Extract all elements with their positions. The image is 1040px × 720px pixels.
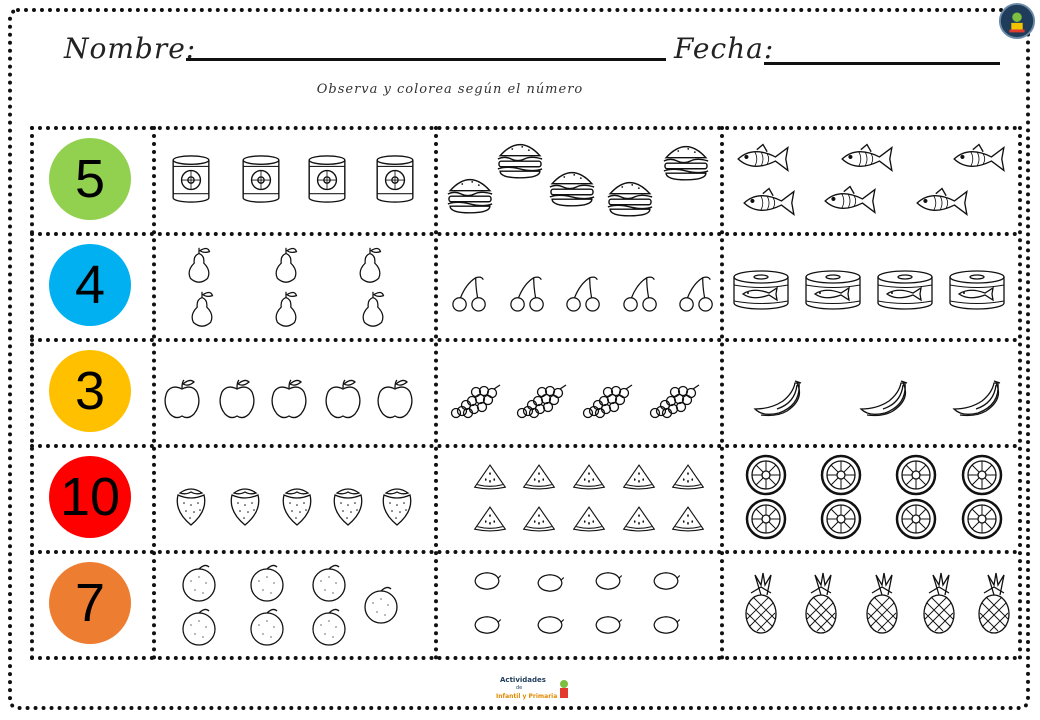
svg-text:Infantil y Primaria: Infantil y Primaria <box>496 693 558 700</box>
lemon-icon[interactable] <box>535 614 565 636</box>
kiwi-icon[interactable] <box>744 497 788 541</box>
kiwi-icon[interactable] <box>894 453 938 497</box>
exercise-cell[interactable] <box>726 448 1014 546</box>
grapes-icon[interactable] <box>448 383 504 419</box>
pear-icon[interactable] <box>184 244 214 286</box>
pineapple-can-icon[interactable] <box>170 152 212 206</box>
watermelon-icon[interactable] <box>522 463 556 491</box>
exercise-cell[interactable] <box>158 448 430 546</box>
date-label: Fecha: <box>674 32 775 65</box>
name-line[interactable] <box>186 58 666 61</box>
lemon-icon[interactable] <box>651 570 681 592</box>
logo-icon <box>492 672 576 702</box>
date-line[interactable] <box>764 62 1000 65</box>
orange-icon[interactable] <box>309 563 349 603</box>
fish-icon[interactable] <box>838 143 896 175</box>
burger-icon[interactable] <box>445 173 495 215</box>
grapes-icon[interactable] <box>647 383 703 419</box>
apple-icon[interactable] <box>375 378 415 420</box>
number-circle-3: 3 <box>49 350 131 432</box>
pineapple-can-icon[interactable] <box>374 152 416 206</box>
grid-column-divider <box>30 126 34 660</box>
fish-icon[interactable] <box>913 187 971 219</box>
footer-logo <box>492 672 576 702</box>
pineapple-icon[interactable] <box>919 570 959 636</box>
orange-icon[interactable] <box>179 607 219 647</box>
pineapple-can-icon[interactable] <box>240 152 282 206</box>
watermelon-icon[interactable] <box>473 463 507 491</box>
watermelon-icon[interactable] <box>473 505 507 533</box>
fish-icon[interactable] <box>950 143 1008 175</box>
pear-icon[interactable] <box>187 288 217 330</box>
watermelon-icon[interactable] <box>671 463 705 491</box>
orange-icon[interactable] <box>247 563 287 603</box>
exercise-cell[interactable] <box>440 342 716 440</box>
lemon-icon[interactable] <box>535 572 565 594</box>
watermelon-icon[interactable] <box>572 505 606 533</box>
pear-icon[interactable] <box>271 244 301 286</box>
orange-icon[interactable] <box>309 607 349 647</box>
exercise-cell[interactable] <box>726 342 1014 440</box>
kiwi-icon[interactable] <box>819 497 863 541</box>
apple-icon[interactable] <box>217 378 257 420</box>
fish-can-icon[interactable] <box>803 267 863 313</box>
number-circle-5: 5 <box>49 138 131 220</box>
cherry-icon[interactable] <box>622 274 660 312</box>
grid-column-divider <box>434 126 438 660</box>
exercise-cell[interactable] <box>440 554 716 652</box>
cherry-icon[interactable] <box>565 274 603 312</box>
banana-icon[interactable] <box>857 379 911 419</box>
grapes-icon[interactable] <box>580 383 636 419</box>
watermelon-icon[interactable] <box>572 463 606 491</box>
svg-text:de: de <box>516 685 523 691</box>
kiwi-icon[interactable] <box>819 453 863 497</box>
instruction-text: Observa y colorea según el número <box>316 82 584 97</box>
kiwi-icon[interactable] <box>960 497 1004 541</box>
lemon-icon[interactable] <box>472 614 502 636</box>
number-circle-4: 4 <box>49 244 131 326</box>
watermelon-icon[interactable] <box>622 505 656 533</box>
kiwi-icon[interactable] <box>960 453 1004 497</box>
strawberry-icon[interactable] <box>172 483 210 527</box>
name-label: Nombre: <box>64 32 197 65</box>
orange-icon[interactable] <box>247 607 287 647</box>
burger-icon[interactable] <box>661 140 711 182</box>
pineapple-can-icon[interactable] <box>306 152 348 206</box>
exercise-cell[interactable] <box>440 448 716 546</box>
fish-can-icon[interactable] <box>947 267 1007 313</box>
banana-icon[interactable] <box>751 379 805 419</box>
exercise-cell[interactable] <box>158 236 430 334</box>
fish-icon[interactable] <box>821 185 879 217</box>
exercise-cell[interactable] <box>158 554 430 652</box>
strawberry-icon[interactable] <box>329 483 367 527</box>
cherry-icon[interactable] <box>509 274 547 312</box>
banana-icon[interactable] <box>950 379 1004 419</box>
strawberry-icon[interactable] <box>378 483 416 527</box>
grid-column-divider <box>152 126 156 660</box>
pineapple-icon[interactable] <box>974 570 1014 636</box>
burger-icon[interactable] <box>547 166 597 208</box>
apple-icon[interactable] <box>323 378 363 420</box>
exercise-cell[interactable] <box>440 130 716 228</box>
pineapple-icon[interactable] <box>862 570 902 636</box>
number-circle-10: 10 <box>49 456 131 538</box>
burger-icon[interactable] <box>495 138 545 180</box>
cherry-icon[interactable] <box>451 274 489 312</box>
exercise-cell[interactable] <box>158 342 430 440</box>
svg-text:Actividades: Actividades <box>500 676 546 684</box>
lemon-icon[interactable] <box>651 614 681 636</box>
fish-can-icon[interactable] <box>875 267 935 313</box>
strawberry-icon[interactable] <box>226 483 264 527</box>
strawberry-icon[interactable] <box>278 483 316 527</box>
exercise-cell[interactable] <box>726 554 1014 652</box>
cherry-icon[interactable] <box>678 274 716 312</box>
watermelon-icon[interactable] <box>671 505 705 533</box>
watermelon-icon[interactable] <box>522 505 556 533</box>
fish-icon[interactable] <box>734 143 792 175</box>
pear-icon[interactable] <box>271 288 301 330</box>
apple-icon[interactable] <box>162 378 202 420</box>
apple-icon[interactable] <box>269 378 309 420</box>
grapes-icon[interactable] <box>514 383 570 419</box>
burger-icon[interactable] <box>605 176 655 218</box>
grid-row-divider <box>30 656 1018 660</box>
lemon-icon[interactable] <box>472 570 502 592</box>
number-circle-7: 7 <box>49 562 131 644</box>
orange-icon[interactable] <box>179 563 219 603</box>
exercise-cell[interactable] <box>440 236 716 334</box>
pear-icon[interactable] <box>355 244 385 286</box>
fish-can-icon[interactable] <box>731 267 791 313</box>
orange-icon[interactable] <box>361 585 401 625</box>
pineapple-icon[interactable] <box>801 570 841 636</box>
fish-icon[interactable] <box>740 187 798 219</box>
grid-column-divider <box>720 126 724 660</box>
exercise-cell[interactable] <box>726 130 1014 228</box>
lemon-icon[interactable] <box>593 614 623 636</box>
exercise-cell[interactable] <box>726 236 1014 334</box>
pineapple-icon[interactable] <box>741 570 781 636</box>
exercise-grid <box>30 126 1018 658</box>
kiwi-icon[interactable] <box>744 453 788 497</box>
exercise-cell[interactable] <box>158 130 430 228</box>
pear-icon[interactable] <box>358 288 388 330</box>
grid-column-divider <box>1018 126 1022 660</box>
lemon-icon[interactable] <box>593 570 623 592</box>
kiwi-icon[interactable] <box>894 497 938 541</box>
logo-icon <box>998 2 1036 40</box>
watermelon-icon[interactable] <box>622 463 656 491</box>
